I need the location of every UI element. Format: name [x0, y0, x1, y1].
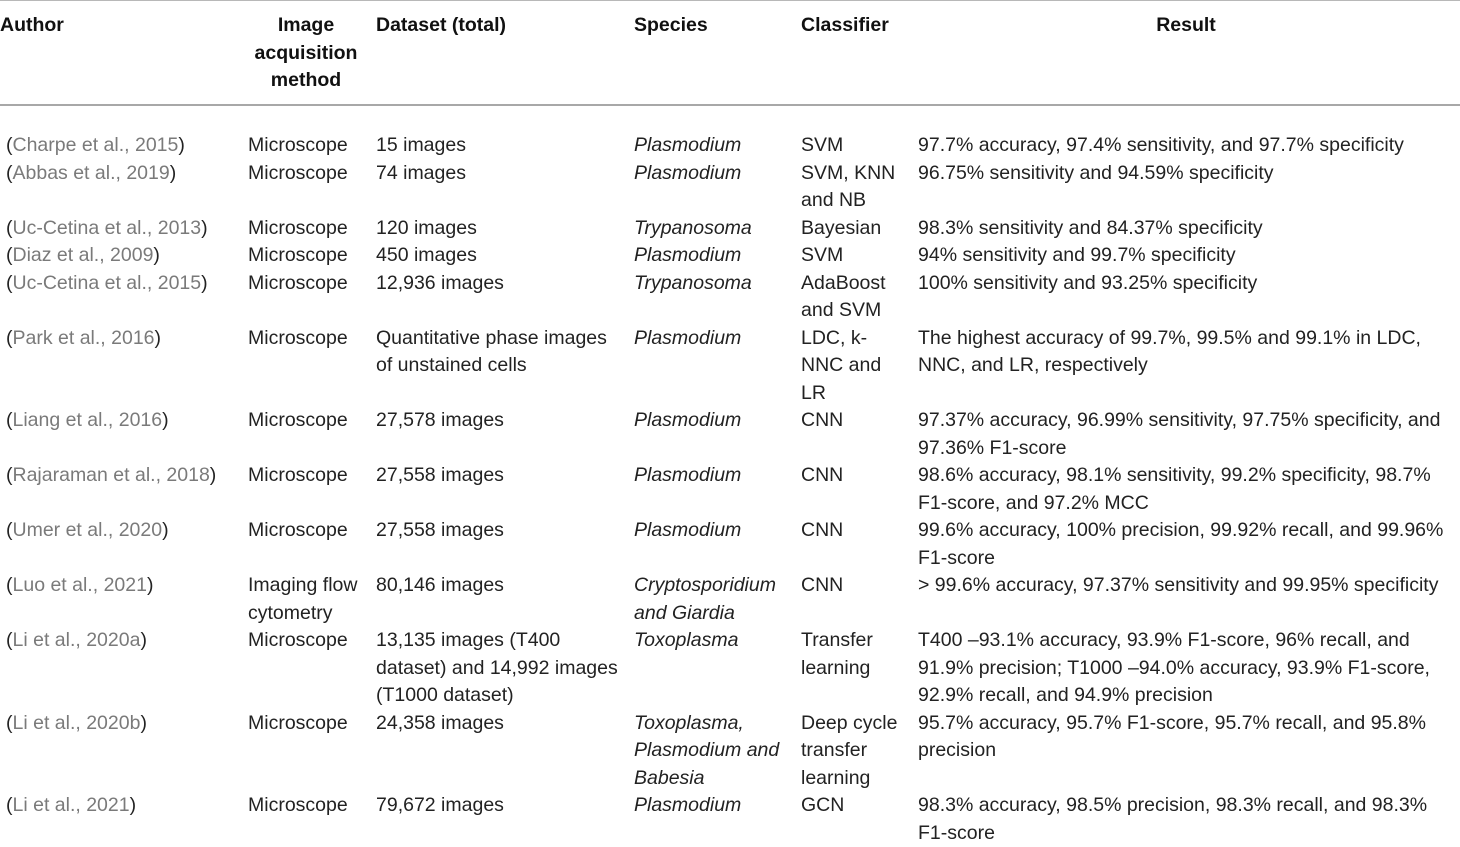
open-paren: (: [6, 574, 13, 596]
citation-link[interactable]: Li et al., 2020b: [12, 711, 141, 734]
dataset-cell: 24,358 images: [376, 711, 504, 734]
author-cell: [0, 572, 242, 627]
result-cell: > 99.6% accuracy, 97.37% sensitivity and 99.95% specificity: [918, 574, 1439, 596]
table-row: [0, 242, 1460, 270]
table-row: [0, 462, 1460, 517]
header-row: [0, 12, 1460, 116]
open-paren: (: [6, 629, 13, 651]
classifier-cell: CNN: [801, 464, 844, 486]
author-cell: [0, 517, 242, 572]
open-paren: (: [6, 134, 13, 156]
classifier-cell: Transfer learning: [801, 629, 873, 679]
author-cell: [0, 407, 242, 462]
header-classifier: Classifier: [801, 14, 889, 36]
dataset-cell: 15 images: [376, 134, 466, 156]
species-cell: Toxoplasma: [634, 629, 739, 651]
citation-link[interactable]: Park et al., 2016: [12, 326, 155, 349]
classifier-cell: SVM, KNN and NB: [801, 161, 896, 211]
open-paren: (: [6, 161, 13, 184]
open-paren: (: [6, 409, 13, 431]
species-cell: Plasmodium: [634, 244, 742, 266]
species-cell: Trypanosoma: [634, 271, 752, 294]
table-row: [0, 792, 1460, 847]
result-cell: 99.6% accuracy, 100% precision, 99.92% recall, and 99.96% F1-score: [918, 519, 1444, 569]
table-row: [0, 325, 1460, 408]
species-cell: Plasmodium: [634, 409, 742, 431]
close-paren: ): [140, 711, 147, 734]
classifier-cell: Deep cycle transfer learning: [801, 711, 898, 789]
method-cell: Microscope: [248, 794, 348, 816]
classifier-cell: SVM: [801, 244, 844, 266]
author-cell: [0, 627, 242, 710]
close-paren: ): [162, 519, 169, 541]
open-paren: (: [6, 244, 13, 266]
author-cell: [0, 710, 242, 793]
dataset-cell: 27,558 images: [376, 464, 504, 486]
result-cell: 97.37% accuracy, 96.99% sensitivity, 97.75% specificity, and 97.36% F1-score: [918, 409, 1441, 459]
close-paren: ): [169, 161, 177, 184]
species-cell: Cryptosporidium and Giardia: [634, 574, 776, 624]
method-cell: Microscope: [248, 519, 348, 541]
header-result: Result: [1156, 14, 1216, 36]
species-cell: Plasmodium: [634, 326, 742, 349]
citation-link[interactable]: Abbas et al., 2019: [12, 161, 170, 184]
method-cell: Imaging flow cytometry: [248, 574, 358, 624]
classifier-cell: CNN: [801, 574, 844, 596]
species-cell: Trypanosoma: [634, 216, 752, 239]
table-row: [0, 627, 1460, 710]
author-cell: [0, 792, 242, 847]
open-paren: (: [6, 711, 13, 734]
method-cell: Microscope: [248, 216, 348, 239]
close-paren: ): [154, 326, 162, 349]
close-paren: ): [129, 794, 137, 816]
author-cell: [0, 270, 242, 325]
result-cell: 94% sensitivity and 99.7% specificity: [918, 244, 1236, 266]
dataset-cell: 79,672 images: [376, 794, 504, 816]
result-cell: 97.7% accuracy, 97.4% sensitivity, and 97.7% specificity: [918, 134, 1404, 156]
open-paren: (: [6, 271, 13, 294]
species-cell: Plasmodium: [634, 134, 742, 156]
result-cell: 96.75% sensitivity and 94.59% specificity: [918, 161, 1274, 184]
result-cell: 95.7% accuracy, 95.7% F1-score, 95.7% recall, and 95.8% precision: [918, 711, 1426, 761]
result-cell: 98.3% accuracy, 98.5% precision, 98.3% recall, and 98.3% F1-score: [918, 794, 1428, 844]
result-cell: 100% sensitivity and 93.25% specificity: [918, 271, 1258, 294]
table-row: [0, 407, 1460, 462]
author-cell: [0, 215, 242, 243]
classifier-cell: GCN: [801, 794, 845, 816]
results-table: [0, 12, 1460, 847]
result-cell: The highest accuracy of 99.7%, 99.5% and 99.1% in LDC, NNC, and LR, respectively: [918, 326, 1421, 376]
close-paren: ): [162, 409, 169, 431]
classifier-cell: CNN: [801, 409, 844, 431]
author-cell: [0, 462, 242, 517]
citation-link[interactable]: Luo et al., 2021: [12, 574, 147, 596]
author-cell: [0, 242, 242, 270]
header-author: Author: [0, 14, 64, 36]
table-row: [0, 160, 1460, 215]
dataset-cell: 80,146 images: [376, 574, 504, 596]
classifier-cell: AdaBoost and SVM: [801, 271, 886, 321]
table-row: [0, 572, 1460, 627]
header-dataset-total: Dataset (total): [376, 14, 507, 36]
method-cell: Microscope: [248, 326, 348, 349]
open-paren: (: [6, 519, 13, 541]
classifier-cell: Bayesian: [801, 216, 882, 239]
author-cell: [0, 160, 242, 215]
result-cell: 98.6% accuracy, 98.1% sensitivity, 99.2% specificity, 98.7% F1-score, and 97.2% MCC: [918, 464, 1431, 514]
table-row: [0, 710, 1460, 793]
open-paren: (: [6, 326, 13, 349]
dataset-cell: 74 images: [376, 161, 466, 184]
dataset-cell: 120 images: [376, 216, 477, 239]
dataset-cell: Quantitative phase images of unstained cells: [376, 326, 607, 376]
header-image-acquisition-method: Image acquisition method: [254, 14, 358, 91]
species-cell: Plasmodium: [634, 464, 742, 486]
species-cell: Plasmodium: [634, 519, 742, 541]
dataset-cell: 12,936 images: [376, 271, 504, 294]
citation-link[interactable]: Liang et al., 2016: [12, 409, 163, 431]
species-cell: Toxoplasma, Plasmodium and Babesia: [634, 711, 780, 789]
close-paren: ): [201, 271, 208, 294]
classifier-cell: SVM: [801, 134, 844, 156]
result-cell: 98.3% sensitivity and 84.37% specificity: [918, 216, 1263, 239]
table-row: [0, 116, 1460, 160]
citation-link[interactable]: Li et al., 2020a: [12, 629, 141, 651]
close-paren: ): [153, 244, 160, 266]
open-paren: (: [6, 794, 13, 816]
citation-link[interactable]: Charpe et al., 2015: [12, 134, 179, 156]
citation-link[interactable]: Diaz et al., 2009: [12, 244, 154, 266]
method-cell: Microscope: [248, 711, 348, 734]
classifier-cell: CNN: [801, 519, 844, 541]
method-cell: Microscope: [248, 161, 348, 184]
citation-link[interactable]: Li et al., 2021: [12, 794, 130, 816]
method-cell: Microscope: [248, 409, 348, 431]
citation-link[interactable]: Uc-Cetina et al., 2015: [12, 271, 202, 294]
species-cell: Plasmodium: [634, 794, 742, 816]
close-paren: ): [178, 134, 185, 156]
method-cell: Microscope: [248, 244, 348, 266]
species-cell: Plasmodium: [634, 161, 742, 184]
method-cell: Microscope: [248, 134, 348, 156]
dataset-cell: 450 images: [376, 244, 477, 266]
method-cell: Microscope: [248, 464, 348, 486]
table-body: [0, 116, 1460, 847]
classifier-cell: LDC, k-NNC and LR: [801, 326, 882, 404]
close-paren: ): [209, 464, 217, 486]
citation-link[interactable]: Rajaraman et al., 2018: [12, 464, 210, 486]
dataset-cell: 27,558 images: [376, 519, 504, 541]
close-paren: ): [140, 629, 147, 651]
table-row: [0, 270, 1460, 325]
table-row: [0, 517, 1460, 572]
author-cell: [0, 116, 242, 160]
citation-link[interactable]: Umer et al., 2020: [12, 519, 163, 541]
top-rule: [0, 0, 1460, 1]
header-species: Species: [634, 14, 708, 36]
dataset-cell: 27,578 images: [376, 409, 504, 431]
open-paren: (: [6, 216, 13, 239]
method-cell: Microscope: [248, 629, 348, 651]
result-cell: T400 –93.1% accuracy, 93.9% F1-score, 96% recall, and 91.9% precision; T1000 –94.0% accuracy, 93.9% F1-score, 92.9% recall, and 94.9% precision: [918, 629, 1430, 706]
close-paren: ): [201, 216, 208, 239]
close-paren: ): [146, 574, 154, 596]
open-paren: (: [6, 464, 13, 486]
table-row: [0, 215, 1460, 243]
citation-link[interactable]: Uc-Cetina et al., 2013: [12, 216, 202, 239]
dataset-cell: 13,135 images (T400 dataset) and 14,992 images (T1000 dataset): [376, 629, 618, 706]
author-cell: [0, 325, 242, 408]
method-cell: Microscope: [248, 271, 348, 294]
